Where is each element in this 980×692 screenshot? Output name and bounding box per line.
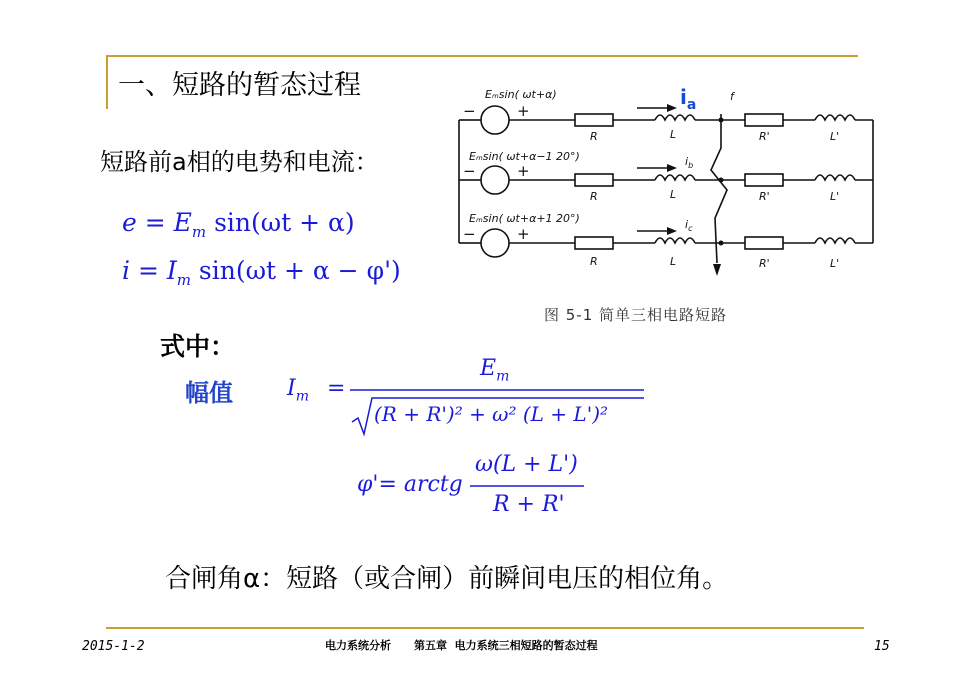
im-denominator: (R + R')² + ω² (L + L')² [374,402,609,426]
plus-c: + [517,225,530,243]
phi-lhs: φ'= arctg [357,472,463,497]
equation-e [122,208,355,241]
ib-label: $i_b$ [685,155,694,170]
eq-i-sub: m [176,271,191,289]
im-equals: = [327,376,346,401]
footer-page-number: 15 [874,639,890,654]
r-a: R [590,130,598,143]
r-b: R [590,190,598,203]
phi-fraction-line [470,484,590,488]
rp-c: R' [759,257,770,270]
equation-i [122,256,401,289]
l-c: L [670,255,677,268]
ic-label: $i_c$ [685,218,693,233]
minus-a: − [463,102,476,120]
ea-label: Eₘsin( ωt+α) [485,88,557,101]
figure-caption: 图 5-1 简单三相电路短路 [544,306,728,324]
page-title: 一、短路的暂态过程 [118,70,361,101]
eq-e-rhs: sin(ωt + α) [206,208,355,237]
subtitle: 短路前a相的电势和电流： [100,148,379,176]
shizhong-label: 式中： [160,332,236,361]
r-c: R [590,255,598,268]
eb-label: Eₘsin( ωt+α−1 20°) [469,150,580,163]
ec-label: Eₘsin( ωt+α+1 20°) [469,212,580,225]
plus-b: + [517,162,530,180]
eq-e-sub: m [191,223,207,241]
im-lhs: $I_m$ [287,376,309,405]
footer-date: 2015-1-2 [82,639,145,654]
minus-b: − [463,162,476,180]
l-b: L [670,188,677,201]
ia-label: $i_a$ [680,85,697,113]
phi-numerator: ω(L + L') [475,452,578,477]
amplitude-label: 幅值 [185,379,233,407]
lp-b: L' [830,190,840,203]
eq-i-rhs: sin(ωt + α − φ') [190,256,401,285]
footer-course-title: 电力系统分析 第五章 电力系统三相短路的暂态过程 [325,639,598,652]
lp-c: L' [830,257,840,270]
rp-a: R' [759,130,770,143]
closing-angle-text: 合闸角α：短路（或合闸）前瞬间电压的相位角。 [165,564,729,594]
eq-e-lhs: e = E [122,208,192,237]
rp-b: R' [759,190,770,203]
footer-divider [106,627,864,629]
three-phase-circuit-diagram [445,78,890,300]
phi-denominator: R + R' [493,492,565,517]
minus-c: − [463,225,476,243]
plus-a: + [517,102,530,120]
im-numerator: $E_m$ [480,356,510,385]
fault-point-label: f [730,90,734,103]
l-a: L [670,128,677,141]
lp-a: L' [830,130,840,143]
eq-i-lhs: i = I [122,256,177,285]
